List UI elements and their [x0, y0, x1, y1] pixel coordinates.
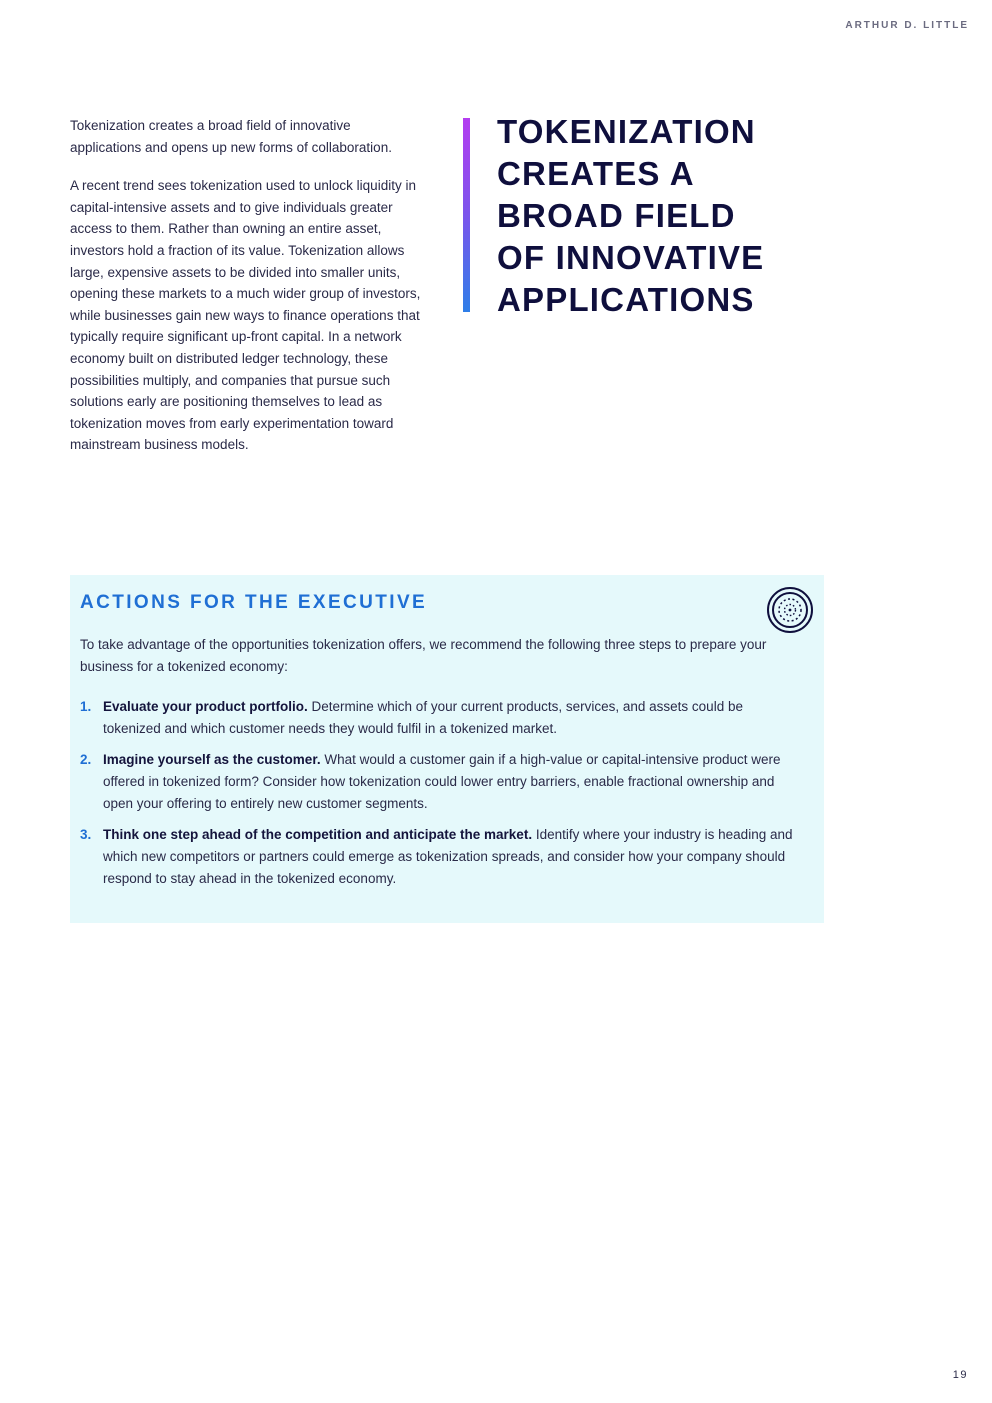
action-number: 1. — [80, 699, 92, 714]
headline-line: APPLICATIONS — [497, 281, 755, 318]
action-number: 3. — [80, 827, 92, 842]
headline-line: BROAD FIELD — [497, 197, 736, 234]
action-text: What would a customer gain if a high-value or capital-intensive product were offered in tokenized form? Consider how tokenization could lower entry barriers, enable fractional ownership and open your offering to entirely new customer segments. — [103, 752, 781, 811]
action-text: Identify where your industry is heading and which new competitors or partners could emerge as tokenization spreads, and consider how your company should respond to stay ahead in the tokenized economy. — [103, 827, 793, 886]
headline-line: TOKENIZATION — [497, 113, 756, 150]
executive-actions-title: ACTIONS FOR THE EXECUTIVE — [80, 592, 428, 613]
body-text-column — [70, 115, 422, 473]
target-icon — [766, 586, 814, 634]
headline-line: OF INNOVATIVE — [497, 239, 765, 276]
headline-line: CREATES A — [497, 155, 695, 192]
action-item — [80, 824, 800, 890]
executive-intro: To take advantage of the opportunities tokenization offers, we recommend the following three steps to prepare your business for a tokenized economy: — [80, 637, 767, 674]
action-lead: Think one step ahead of the competition and anticipate the market. — [103, 827, 533, 842]
action-lead: Imagine yourself as the customer. — [103, 752, 321, 767]
page-headline — [497, 111, 817, 321]
action-lead: Evaluate your product portfolio. — [103, 699, 308, 714]
executive-action-list — [80, 696, 800, 899]
page-number: 19 — [952, 1369, 968, 1381]
body-paragraph-intro: Tokenization creates a broad field of innovative applications and opens up new forms of collaboration. — [70, 118, 392, 155]
executive-actions-box — [70, 575, 824, 923]
body-paragraph-main: A recent trend sees tokenization used to unlock liquidity in capital-intensive assets and to give individuals greater access to them. Rather than owning an entire asset, investors hold a fraction of its value. Tokenization allows large, expensive assets to be divided into smaller units, opening these markets to a much wider group of investors, while businesses gain new ways to finance operations that typically require significant up-front capital. In a network economy built on distributed ledger technology, these possibilities multiply, and companies that pursue such solutions early are positioning themselves to lead as tokenization moves from early experimentation toward mainstream business models. — [70, 178, 421, 453]
action-item — [80, 696, 800, 740]
action-item — [80, 749, 800, 815]
action-number: 2. — [80, 752, 92, 767]
action-text: Determine which of your current products, services, and assets could be tokenized and which customer needs they would fulfil in a tokenized market. — [103, 699, 743, 736]
gradient-accent-bar — [463, 118, 470, 312]
brand-name: ARTHUR D. LITTLE — [845, 20, 969, 31]
